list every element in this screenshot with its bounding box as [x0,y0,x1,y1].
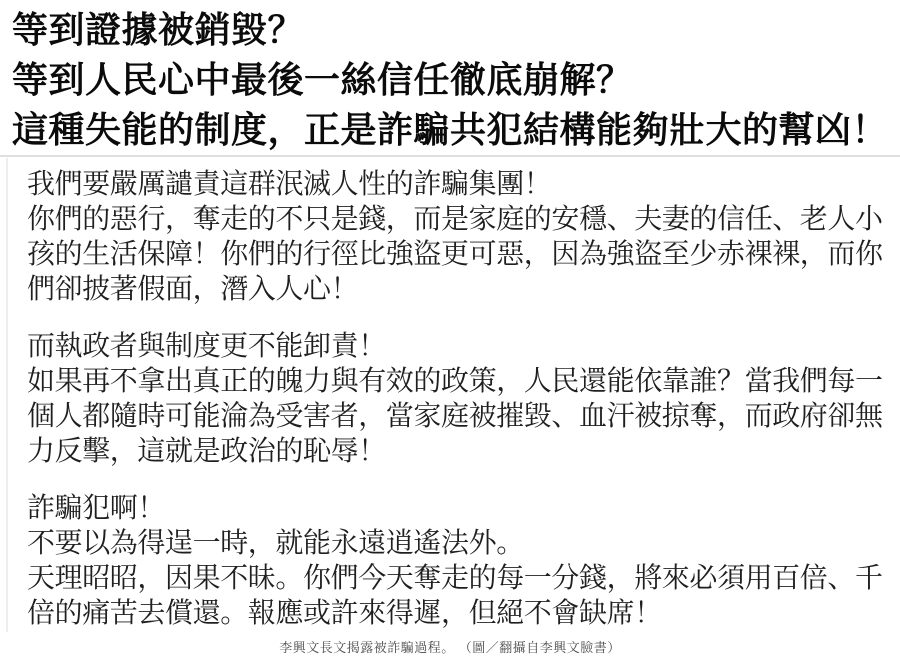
paragraph-line: 如果再不拿出真正的魄力與有效的政策，人民還能依靠誰？當我們每一 [27,365,883,396]
paragraph-line: 倍的痛苦去償還。報應或許來得遲，但絕不會缺席！ [27,597,662,628]
divider [0,155,900,157]
paragraph-line: 詐騙犯啊！ [27,492,166,523]
paragraph-line: 你們的惡行，奪走的不只是錢，而是家庭的安穩、夫妻的信任、老人小 [27,203,883,234]
post-paragraph [27,166,883,306]
headline-line: 等到人民心中最後一絲信任徹底崩解？ [12,59,633,100]
post-body [27,166,883,630]
headline-line: 這種失能的制度，正是詐騙共犯結構能夠壯大的幫凶！ [12,109,889,150]
paragraph-line: 而執政者與制度更不能卸責！ [27,330,386,361]
post-paragraph [27,490,883,630]
left-rule [6,158,8,632]
post-headline [12,5,888,155]
paragraph-line: 天理昭昭，因果不昧。你們今天奪走的每一分錢，將來必須用百倍、千 [27,562,883,593]
headline-line: 等到證據被銷毀？ [12,9,305,50]
paragraph-line: 個人都隨時可能淪為受害者，當家庭被摧毀、血汗被掠奪，而政府卻無 [27,400,883,431]
paragraph-line: 不要以為得逞一時，就能永遠逍遙法外。 [27,527,524,558]
paragraph-line: 孩的生活保障！你們的行徑比強盜更可惡，因為強盜至少赤裸裸，而你 [27,238,883,269]
paragraph-line: 力反擊，這就是政治的恥辱！ [27,435,386,466]
paragraph-line: 我們要嚴厲譴責這群泯滅人性的詐騙集團！ [27,168,552,199]
paragraph-line: 們卻披著假面，潛入人心！ [27,273,359,304]
image-caption: 李興文長文揭露被詐騙過程。 （圖／翻攝自李興文臉書） [279,640,621,655]
post-paragraph [27,328,883,468]
